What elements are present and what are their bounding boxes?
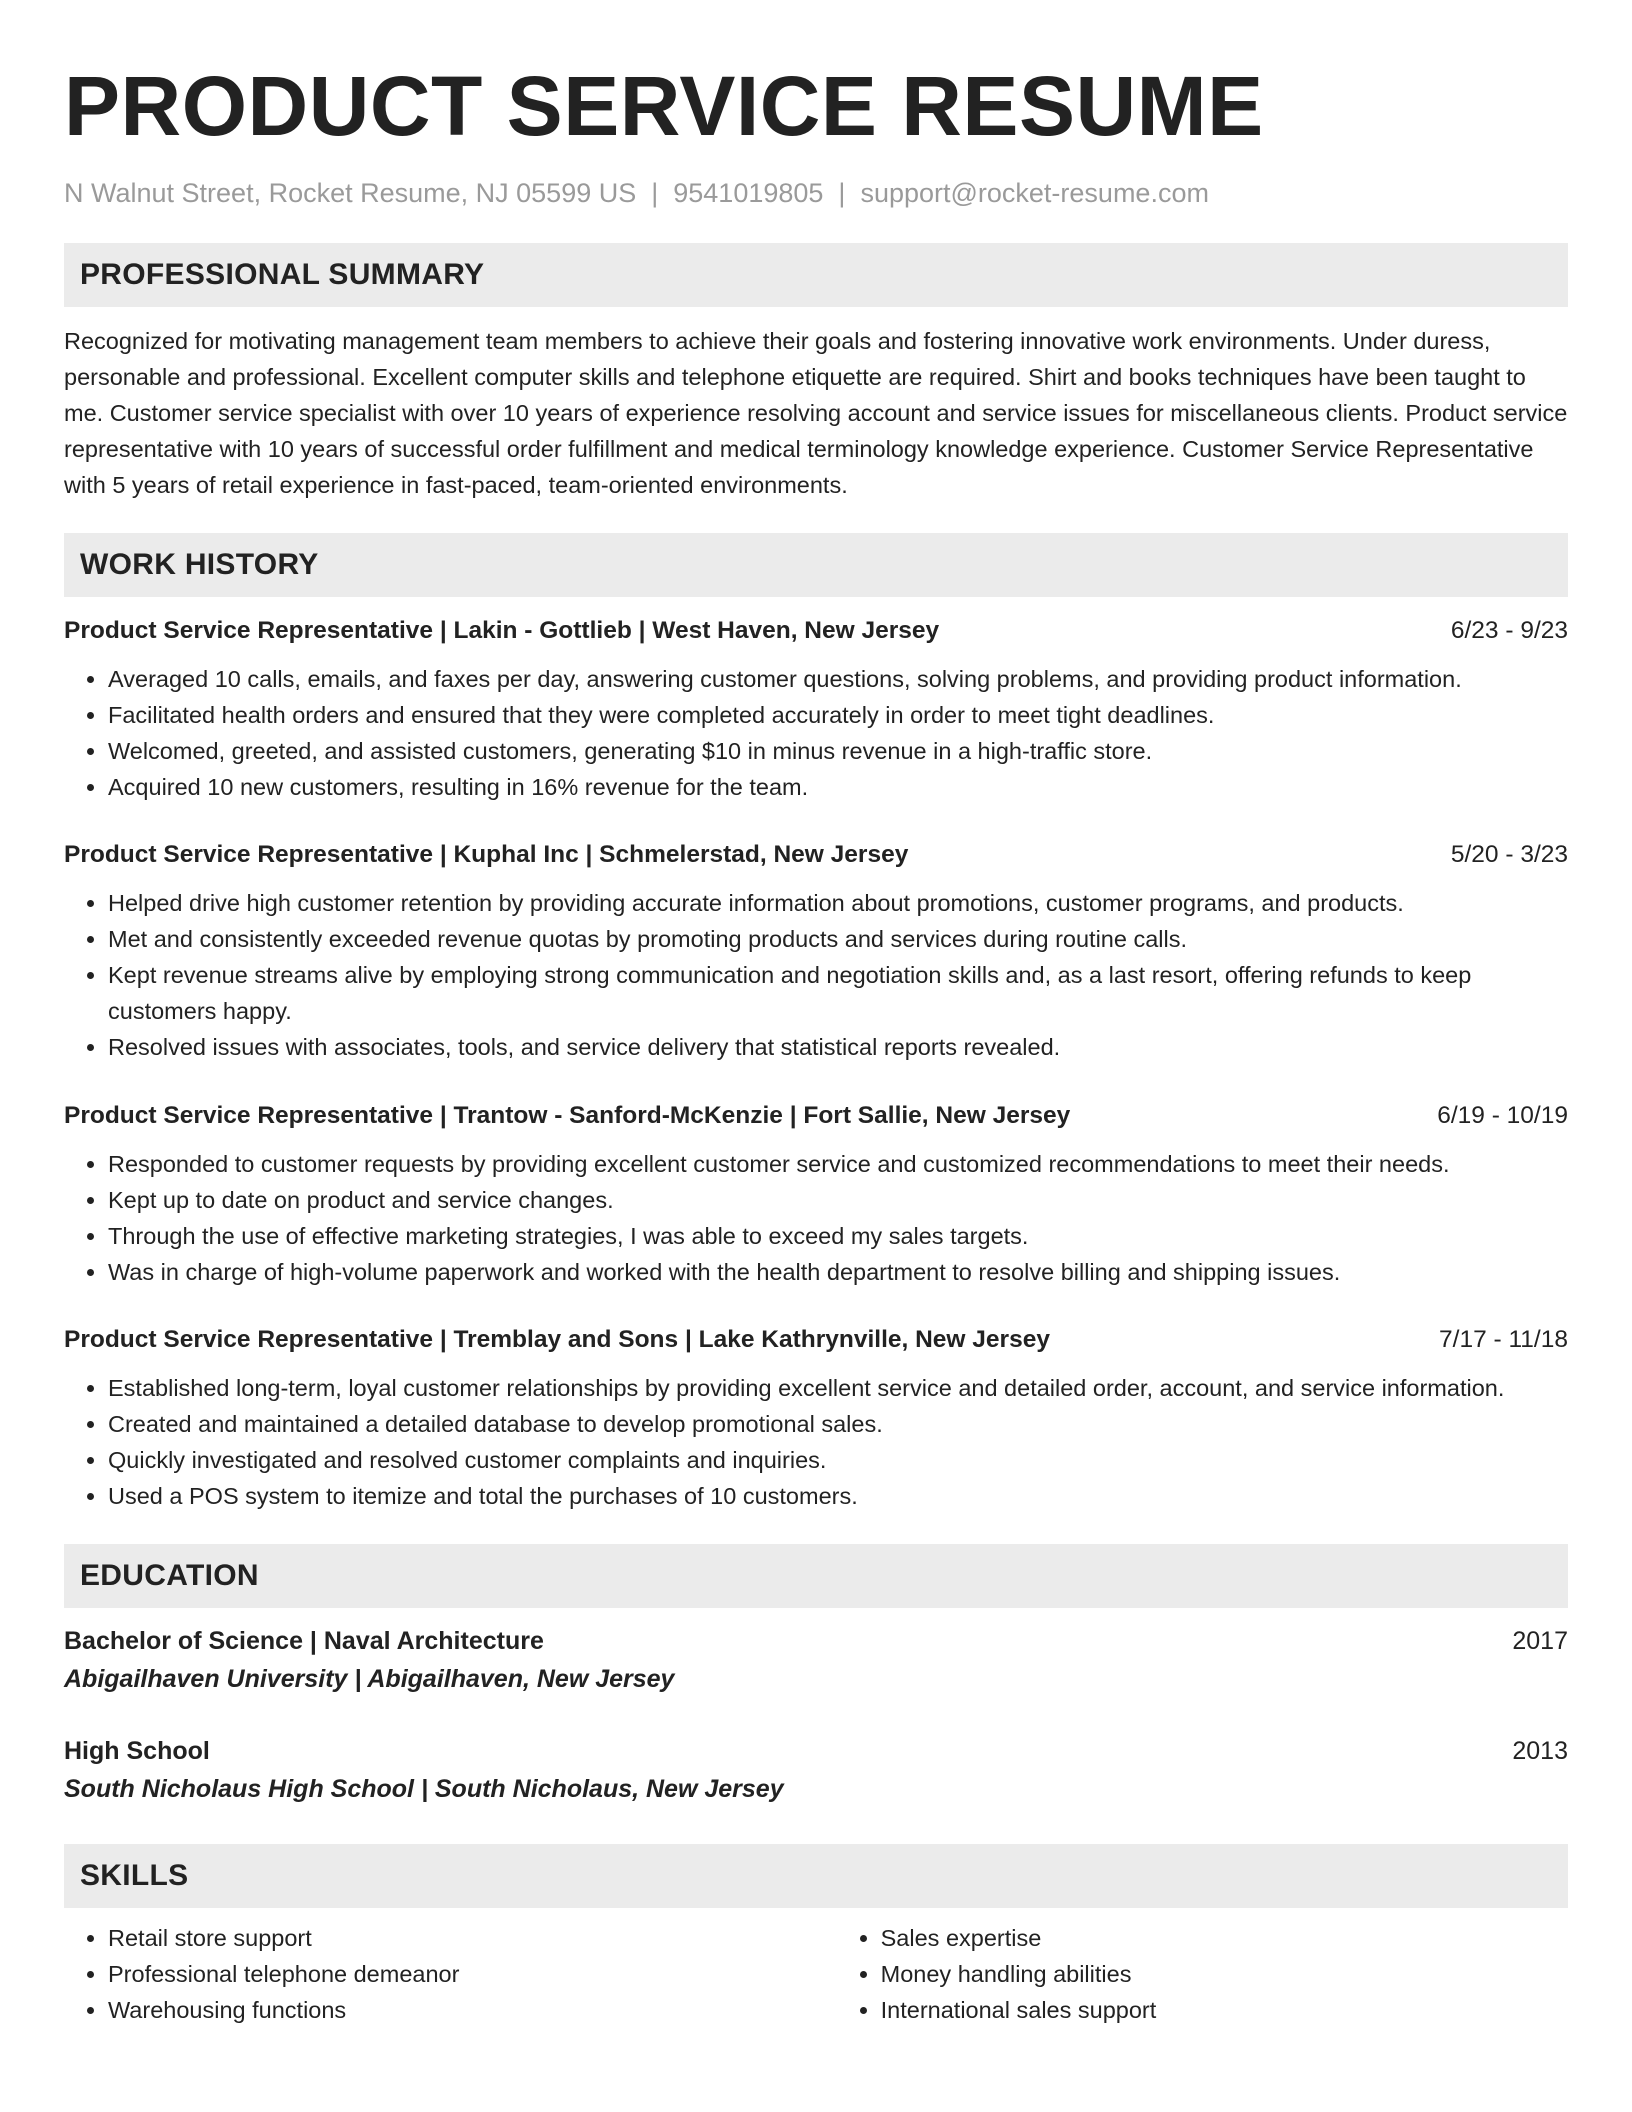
- job-dates: 7/17 - 11/18: [1439, 1326, 1568, 1353]
- education-entry: [64, 1622, 1568, 1698]
- skill-item: • International sales support: [881, 1992, 1568, 2028]
- job-entry: [64, 837, 1568, 1065]
- job-bullet: • Used a POS system to itemize and total the purchases of 10 customers.: [108, 1478, 1568, 1514]
- job-header: [64, 837, 1568, 873]
- job-bullet: • Facilitated health orders and ensured that they were completed accurately in order to meet tight deadlines.: [108, 697, 1568, 733]
- job-bullet: • Welcomed, greeted, and assisted customers, generating $10 in minus revenue in a high-traffic store.: [108, 733, 1568, 769]
- job-bullets: [64, 1370, 1568, 1514]
- skills-column-left: [64, 1920, 837, 2028]
- job-bullet: • Resolved issues with associates, tools, and service delivery that statistical reports revealed.: [108, 1029, 1568, 1065]
- education-heading: EDUCATION: [64, 1544, 1568, 1608]
- contact-line: [64, 176, 1568, 210]
- job-title: Product Service Representative | Trantow - Sanford-McKenzie | Fort Sallie, New Jersey: [64, 1102, 1071, 1129]
- job-title: Product Service Representative | Kuphal Inc | Schmelerstad, New Jersey: [64, 841, 909, 868]
- work-history-heading: WORK HISTORY: [64, 533, 1568, 597]
- job-bullets: [64, 885, 1568, 1065]
- skill-item: • Warehousing functions: [108, 1992, 837, 2028]
- job-bullet: • Helped drive high customer retention by providing accurate information about promotions, customer programs, and products.: [108, 885, 1568, 921]
- skill-item: • Money handling abilities: [881, 1956, 1568, 1992]
- contact-email: support@rocket-resume.com: [860, 178, 1209, 208]
- education-degree: High School: [64, 1737, 210, 1765]
- summary-text: Recognized for motivating management team members to achieve their goals and fostering innovative work environments. Under duress, personable and professional. Excellent computer skills and telephone etiquette are required. Shirt and books techniques have been taught to me. Customer service specialist with over 10 years of experience resolving account and service issues for miscellaneous clients. Product service representative with 10 years of successful order fulfillment and medical terminology knowledge experience. Customer Service Representative with 5 years of retail experience in fast-paced, team-oriented environments.: [64, 328, 1568, 498]
- education-year: 2013: [1512, 1737, 1568, 1765]
- job-bullet: • Kept revenue streams alive by employing strong communication and negotiation skills and, as a last resort, offering refunds to keep customers happy.: [108, 957, 1568, 1029]
- skills-list: [64, 1920, 1568, 2028]
- contact-phone: 9541019805: [673, 178, 824, 208]
- education-degree: Bachelor of Science | Naval Architecture: [64, 1627, 544, 1655]
- contact-separator: |: [651, 178, 659, 208]
- job-bullet: • Established long-term, loyal customer relationships by providing excellent service and detailed order, account, and service information.: [108, 1370, 1568, 1406]
- education-school: Abigailhaven University | Abigailhaven, New Jersey: [64, 1665, 675, 1693]
- summary-heading: PROFESSIONAL SUMMARY: [64, 243, 1568, 307]
- contact-separator: |: [838, 178, 846, 208]
- job-header: [64, 1098, 1568, 1134]
- job-bullet: • Responded to customer requests by providing excellent customer service and customized recommendations to meet their needs.: [108, 1146, 1568, 1182]
- job-bullets: [64, 1146, 1568, 1290]
- education-year: 2017: [1512, 1627, 1568, 1655]
- job-title: Product Service Representative | Lakin - Gottlieb | West Haven, New Jersey: [64, 617, 940, 644]
- job-entry: [64, 1322, 1568, 1514]
- job-bullet: • Met and consistently exceeded revenue quotas by promoting products and services during routine calls.: [108, 921, 1568, 957]
- job-dates: 6/19 - 10/19: [1437, 1102, 1568, 1129]
- education-entry: [64, 1732, 1568, 1808]
- skill-item: • Sales expertise: [881, 1920, 1568, 1956]
- job-bullets: [64, 661, 1568, 805]
- skills-heading: SKILLS: [64, 1844, 1568, 1908]
- skill-item: • Retail store support: [108, 1920, 837, 1956]
- job-bullet: • Created and maintained a detailed database to develop promotional sales.: [108, 1406, 1568, 1442]
- job-bullet: • Averaged 10 calls, emails, and faxes per day, answering customer questions, solving problems, and providing product information.: [108, 661, 1568, 697]
- resume-page: [64, 0, 1568, 2028]
- job-bullet: • Through the use of effective marketing strategies, I was able to exceed my sales targets.: [108, 1218, 1568, 1254]
- job-entry: [64, 1098, 1568, 1290]
- job-title: Product Service Representative | Tremblay and Sons | Lake Kathrynville, New Jersey: [64, 1326, 1050, 1353]
- job-entry: [64, 613, 1568, 805]
- education-school: South Nicholaus High School | South Nicholaus, New Jersey: [64, 1775, 784, 1803]
- skill-item: • Professional telephone demeanor: [108, 1956, 837, 1992]
- education-header: [64, 1622, 1568, 1660]
- job-header: [64, 613, 1568, 649]
- job-bullet: • Kept up to date on product and service changes.: [108, 1182, 1568, 1218]
- job-bullet: • Acquired 10 new customers, resulting in 16% revenue for the team.: [108, 769, 1568, 805]
- education-header: [64, 1732, 1568, 1770]
- resume-title: PRODUCT SERVICE RESUME: [64, 59, 1264, 153]
- skills-column-right: [837, 1920, 1568, 2028]
- job-bullet: • Quickly investigated and resolved customer complaints and inquiries.: [108, 1442, 1568, 1478]
- contact-address: N Walnut Street, Rocket Resume, NJ 05599 US: [64, 178, 637, 208]
- job-dates: 5/20 - 3/23: [1450, 841, 1568, 868]
- job-bullet: • Was in charge of high-volume paperwork and worked with the health department to resolve billing and shipping issues.: [108, 1254, 1568, 1290]
- job-header: [64, 1322, 1568, 1358]
- job-dates: 6/23 - 9/23: [1450, 617, 1568, 644]
